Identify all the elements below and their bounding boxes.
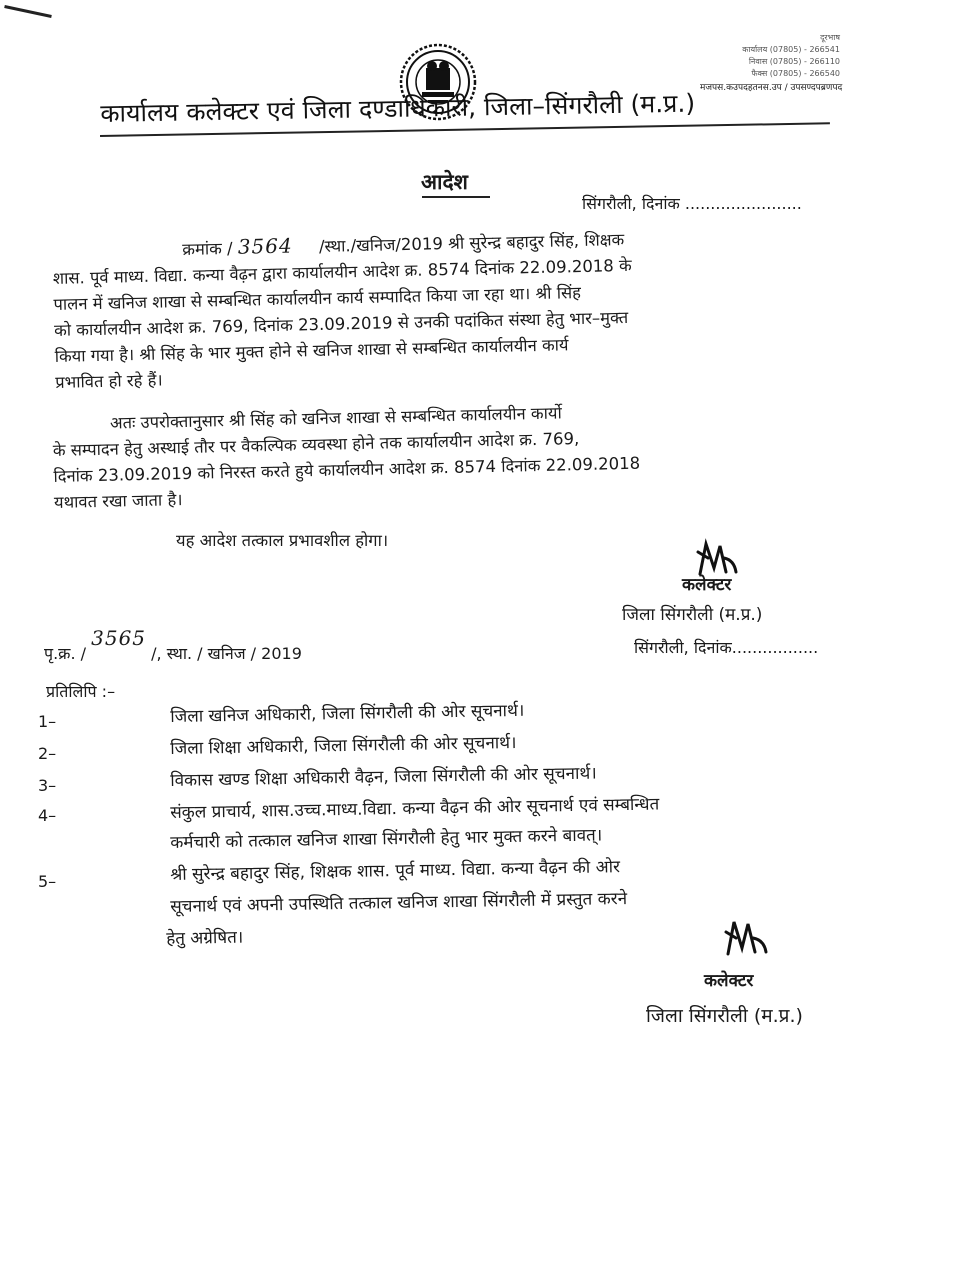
heading-underline — [422, 196, 490, 198]
list-item-number: 5– — [38, 872, 57, 891]
paragraph-line: दिनांक 23.09.2019 को निरस्त करते हुये कार्यालयीन आदेश क्र. 8574 दिनांक 22.09.2018 — [53, 453, 641, 486]
contact-line: फैक्स (07805) - 266540 — [751, 69, 840, 78]
order-number-suffix: /स्था./खनिज/2019 श्री सुरेन्द्र बहादुर सिंह, शिक्षक — [318, 230, 625, 256]
paragraph-line: पालन में खनिज शाखा से सम्बन्धित कार्यालयीन कार्य सम्पादित किया जा रहा था। श्री सिंह — [53, 283, 582, 314]
endorsement-suffix: /, स्था. / खनिज / 2019 — [151, 644, 302, 663]
paragraph-line: शास. पूर्व माध्य. विद्या. कन्या वैढ़न द्वारा कार्यालयीन आदेश क्र. 8574 दिनांक 22.09.2018 के — [52, 255, 632, 288]
collector-district: जिला सिंगरौली (म.प्र.) — [646, 1005, 803, 1027]
order-paragraph-2 — [52, 393, 884, 516]
paragraph-line: यथावत रखा जाता है। — [53, 490, 183, 512]
order-heading: आदेश — [421, 170, 468, 194]
signature-place-date: सिंगरौली, दिनांक................. — [634, 638, 819, 657]
collector-district: जिला सिंगरौली (म.प्र.) — [622, 605, 763, 625]
list-item-continuation: हेतु अग्रेषित। — [166, 927, 244, 949]
order-number-prefix: क्रमांक / — [182, 238, 233, 260]
list-item-number: 3– — [38, 776, 57, 795]
list-item: श्री सुरेन्द्र बहादुर सिंह, शिक्षक शास. पूर्व माध्य. विद्या. कन्या वैढ़न की ओर — [170, 857, 621, 885]
copy-label: प्रतिलिपि :– — [46, 682, 116, 701]
order-paragraph-1 — [52, 219, 885, 396]
list-item-number: 1– — [38, 712, 57, 731]
paragraph-line: अतः उपरोक्तानुसार श्री सिंह को खनिज शाखा से सम्बन्धित कार्यालयीन कार्यो — [52, 403, 562, 434]
paragraph-line: के सम्पादन हेतु अस्थाई तौर पर वैकल्पिक व्यवस्था होने तक कार्यालयीन आदेश क्र. 769, — [52, 429, 580, 460]
list-item-continuation: सूचनार्थ एवं अपनी उपस्थिति तत्काल खनिज शाखा सिंगरौली में प्रस्तुत करने — [170, 889, 628, 917]
order-place-date: सिंगरौली, दिनांक ....................... — [582, 194, 802, 213]
contact-block — [700, 32, 843, 94]
effective-statement: यह आदेश तत्काल प्रभावशील होगा। — [176, 531, 389, 550]
endorsement-line — [44, 626, 302, 664]
contact-line: दूरभाष — [820, 33, 840, 42]
handwritten-endorsement-number: 3565 — [91, 626, 147, 650]
paragraph-line: प्रभावित हो रहे हैं। — [55, 370, 163, 392]
paragraph-line: को कार्यालयीन आदेश क्र. 769, दिनांक 23.09.2019 से उनकी पदांकित संस्था हेतु भार–मुक्त — [53, 307, 629, 340]
office-title: कार्यालय कलेक्टर एवं जिला दण्डाधिकारी, जिला–सिंगरौली (म.प्र.) — [100, 88, 696, 128]
contact-line: निवास (07805) - 266110 — [748, 57, 840, 66]
paragraph-line: किया गया है। श्री सिंह के भार मुक्त होने से खनिज शाखा से सम्बन्धित कार्यालयीन कार्य — [54, 335, 569, 366]
scan-mark — [4, 5, 52, 18]
signature-mark — [722, 916, 770, 962]
list-item-number: 4– — [38, 806, 57, 825]
list-item: संकुल प्राचार्य, शास.उच्च.माध्य.विद्या. कन्या वैढ़न की ओर सूचनार्थ एवं सम्बन्धित — [170, 794, 660, 823]
endorsement-prefix: पृ.क्र. / — [44, 644, 87, 663]
list-item: जिला खनिज अधिकारी, जिला सिंगरौली की ओर सूचनार्थ। — [170, 700, 525, 727]
contact-tag: मजपस.कउपदहतनस.उप / उपसण्दपब्रणपद — [700, 83, 843, 93]
handwritten-order-number: 3564 — [237, 233, 293, 259]
list-item: जिला शिक्षा अधिकारी, जिला सिंगरौली की ओर सूचनार्थ। — [170, 732, 517, 759]
contact-line: कार्यालय (07805) - 266541 — [742, 45, 840, 54]
list-item-number: 2– — [38, 744, 57, 763]
collector-title: कलेक्टर — [682, 575, 732, 595]
collector-title: कलेक्टर — [704, 971, 754, 991]
list-item-continuation: कर्मचारी को तत्काल खनिज शाखा सिंगरौली हेतु भार मुक्त करने बावत्। — [170, 825, 603, 853]
list-item: विकास खण्ड शिक्षा अधिकारी वैढ़न, जिला सिंगरौली की ओर सूचनार्थ। — [170, 763, 597, 791]
